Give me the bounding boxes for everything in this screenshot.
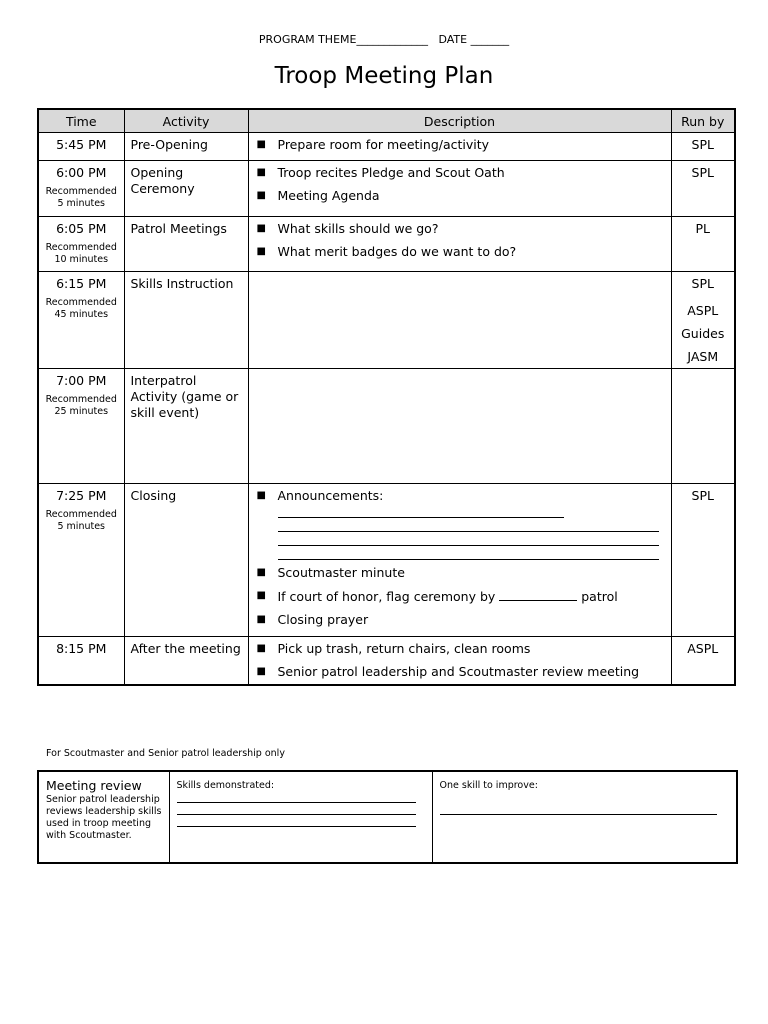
time-recommendation: Recommended 5 minutes	[45, 509, 117, 532]
description-cell	[248, 217, 671, 272]
skills-demonstrated-label: Skills demonstrated:	[176, 780, 275, 791]
blank-line	[278, 518, 659, 532]
time-value: 6:05 PM	[56, 221, 107, 236]
blank-line	[278, 546, 659, 560]
bullet-icon: ■	[256, 190, 266, 201]
bullet-icon: ■	[256, 223, 266, 234]
review-heading: Meeting review	[46, 778, 142, 793]
list-item	[249, 488, 663, 560]
blank-line	[278, 504, 564, 518]
column-header-time: Time	[38, 109, 124, 133]
list-item	[249, 565, 663, 581]
time-value: 5:45 PM	[56, 137, 107, 152]
description-text: Pick up trash, return chairs, clean rooms	[277, 641, 531, 656]
description-cell	[248, 484, 671, 637]
time-cell	[38, 217, 124, 272]
run-by-value: ASPL	[687, 303, 719, 318]
activity-cell: Pre-Opening	[124, 133, 248, 161]
blank-line	[177, 803, 416, 815]
blank-line	[177, 791, 416, 803]
run-by-cell	[671, 133, 735, 161]
activity-cell: Interpatrol Activity (game or skill event)	[124, 369, 248, 484]
bullet-icon: ■	[256, 567, 266, 578]
activity-cell: Patrol Meetings	[124, 217, 248, 272]
time-recommendation: Recommended 5 minutes	[45, 186, 117, 209]
time-value: 7:25 PM	[56, 488, 107, 503]
time-value: 6:15 PM	[56, 276, 107, 291]
run-by-cell	[671, 484, 735, 637]
skill-to-improve-cell	[432, 771, 737, 863]
meeting-review-table	[37, 770, 738, 864]
blank-line	[499, 588, 577, 601]
table-row	[38, 272, 735, 369]
time-cell	[38, 484, 124, 637]
review-info-cell	[38, 771, 169, 863]
list-item	[249, 137, 663, 153]
blank-line	[440, 803, 717, 815]
date-label: DATE _______	[438, 33, 510, 46]
description-text: Closing prayer	[277, 612, 369, 627]
bullet-icon: ■	[256, 246, 266, 257]
description-text: What merit badges do we want to do?	[277, 244, 517, 259]
list-item	[249, 188, 663, 204]
column-header-activity: Activity	[124, 109, 248, 133]
list-item	[249, 588, 663, 605]
time-recommendation: Recommended 45 minutes	[45, 297, 117, 320]
bullet-icon: ■	[256, 614, 266, 625]
bullet-icon: ■	[256, 167, 266, 178]
time-value: 8:15 PM	[56, 641, 107, 656]
activity-cell: Skills Instruction	[124, 272, 248, 369]
time-cell	[38, 637, 124, 686]
run-by-value: SPL	[691, 165, 714, 180]
list-item	[249, 641, 663, 657]
blank-line	[278, 532, 659, 546]
description-cell	[248, 133, 671, 161]
time-recommendation: Recommended 25 minutes	[45, 394, 117, 417]
description-text: Senior patrol leadership and Scoutmaster review meeting	[277, 664, 640, 679]
column-header-description: Description	[248, 109, 671, 133]
run-by-value: Guides	[681, 326, 725, 341]
description-text: What skills should we go?	[277, 221, 439, 236]
run-by-value: JASM	[687, 349, 719, 364]
table-row	[38, 484, 735, 637]
run-by-value: ASPL	[687, 641, 719, 656]
run-by-cell	[671, 369, 735, 484]
table-row	[38, 369, 735, 484]
review-description: Senior patrol leadership reviews leadership skills used in troop meeting with Scoutmaster.	[46, 794, 162, 841]
description-cell	[248, 637, 671, 686]
description-text: Scoutmaster minute	[277, 565, 405, 580]
table-row	[38, 133, 735, 161]
blank-line	[177, 815, 416, 827]
run-by-value: SPL	[691, 488, 714, 503]
run-by-cell	[671, 637, 735, 686]
description-text: Meeting Agenda	[277, 188, 380, 203]
run-by-value: PL	[695, 221, 710, 236]
column-header-run-by: Run by	[671, 109, 735, 133]
description-text: patrol	[581, 589, 618, 604]
run-by-cell	[671, 272, 735, 369]
activity-cell: Closing	[124, 484, 248, 637]
time-cell	[38, 161, 124, 217]
list-item	[249, 221, 663, 237]
page-title: Troop Meeting Plan	[274, 63, 494, 89]
time-value: 7:00 PM	[56, 373, 107, 388]
bullet-icon: ■	[256, 490, 266, 501]
list-item	[249, 612, 663, 628]
footnote: For Scoutmaster and Senior patrol leadership only	[46, 748, 285, 759]
description-cell	[248, 369, 671, 484]
skill-to-improve-label: One skill to improve:	[439, 780, 538, 791]
table-row	[38, 771, 737, 863]
bullet-icon: ■	[256, 666, 266, 677]
bullet-icon: ■	[256, 643, 266, 654]
bullet-icon: ■	[256, 139, 266, 150]
description-text: Prepare room for meeting/activity	[277, 137, 490, 152]
meeting-plan-table	[37, 108, 736, 686]
skills-demonstrated-cell	[169, 771, 432, 863]
description-cell	[248, 272, 671, 369]
time-cell	[38, 133, 124, 161]
program-theme-label: PROGRAM THEME_____________	[258, 33, 428, 46]
time-cell	[38, 369, 124, 484]
description-cell	[248, 161, 671, 217]
run-by-value: SPL	[691, 276, 714, 291]
table-row	[38, 161, 735, 217]
run-by-value: SPL	[691, 137, 714, 152]
activity-cell: After the meeting	[124, 637, 248, 686]
description-text: Troop recites Pledge and Scout Oath	[277, 165, 505, 180]
list-item	[249, 664, 663, 680]
description-text: Announcements:	[277, 488, 384, 503]
run-by-cell	[671, 161, 735, 217]
description-text: If court of honor, flag ceremony by	[277, 589, 496, 604]
table-header-row	[38, 109, 735, 133]
time-cell	[38, 272, 124, 369]
activity-cell: Opening Ceremony	[124, 161, 248, 217]
header-line	[0, 33, 768, 46]
table-row	[38, 217, 735, 272]
run-by-cell	[671, 217, 735, 272]
list-item	[249, 165, 663, 181]
bullet-icon: ■	[256, 590, 266, 601]
table-row	[38, 637, 735, 686]
list-item	[249, 244, 663, 260]
time-value: 6:00 PM	[56, 165, 107, 180]
time-recommendation: Recommended 10 minutes	[45, 242, 117, 265]
